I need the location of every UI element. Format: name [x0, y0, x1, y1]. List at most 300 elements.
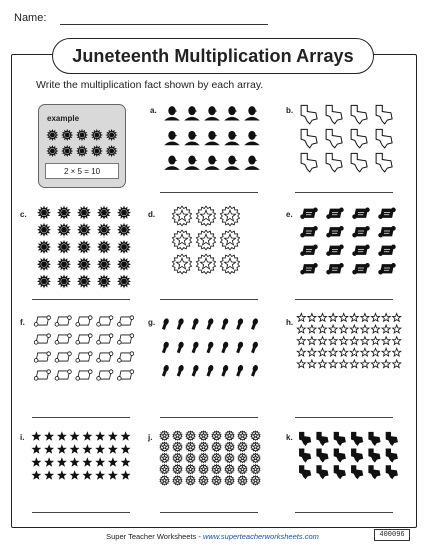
- star-solid-icon: [57, 444, 67, 453]
- problem-array: [296, 102, 396, 174]
- star-outline-icon: [382, 348, 390, 356]
- sun-icon: [97, 257, 111, 271]
- star-badge-icon: [251, 476, 260, 485]
- star-badge-icon: [160, 431, 169, 440]
- sun-icon: [117, 257, 131, 271]
- sun-icon: [57, 240, 71, 254]
- star-solid-icon: [44, 431, 54, 440]
- answer-line[interactable]: [160, 417, 258, 418]
- problem-label: d.: [148, 210, 156, 219]
- problem-array: [158, 312, 262, 382]
- star-solid-icon: [121, 444, 131, 453]
- star-badge-icon: [238, 453, 247, 462]
- star-badge-icon: [225, 453, 234, 462]
- problem-array: [158, 430, 262, 486]
- scroll-outline-icon: [76, 316, 92, 326]
- answer-line[interactable]: [160, 512, 258, 513]
- example-array: [45, 127, 119, 159]
- raised-fist-icon: [220, 364, 229, 377]
- star-badge-icon: [238, 431, 247, 440]
- sun-icon: [57, 257, 71, 271]
- star-badge-icon: [186, 476, 195, 485]
- silhouette-portrait-icon: [224, 131, 240, 145]
- texas-solid-icon: [386, 432, 397, 445]
- scroll-outline-icon: [55, 370, 71, 380]
- scroll-icon: [327, 208, 344, 219]
- silhouette-portrait-icon: [244, 106, 260, 120]
- texas-solid-icon: [352, 432, 363, 445]
- problem-array: [30, 430, 132, 482]
- example-label: example: [47, 114, 80, 123]
- star-outline-icon: [382, 337, 390, 345]
- scroll-outline-icon: [34, 370, 50, 380]
- problem-label: e.: [286, 210, 293, 219]
- sun-icon: [61, 145, 73, 157]
- star-outline-icon: [329, 313, 337, 321]
- star-badge-icon: [251, 465, 260, 474]
- star-outline-icon: [371, 348, 379, 356]
- texas-solid-icon: [300, 432, 311, 445]
- texas-solid-icon: [317, 449, 328, 462]
- name-line[interactable]: [60, 24, 268, 25]
- silhouette-portrait-icon: [244, 131, 260, 145]
- scroll-icon: [353, 245, 370, 256]
- star-outline-icon: [382, 325, 390, 333]
- footer: [0, 532, 425, 541]
- star-outline-icon: [329, 337, 337, 345]
- star-outline-icon: [361, 360, 369, 368]
- raised-fist-icon: [250, 318, 259, 331]
- silhouette-portrait-icon: [244, 156, 260, 170]
- star-solid-icon: [70, 457, 80, 466]
- star-solid-icon: [95, 431, 105, 440]
- scroll-icon: [379, 245, 396, 256]
- sun-icon: [97, 240, 111, 254]
- star-outline-icon: [361, 348, 369, 356]
- raised-fist-icon: [206, 364, 215, 377]
- raised-fist-icon: [235, 364, 244, 377]
- name-label: Name:: [14, 12, 47, 24]
- star-outline-icon: [318, 313, 326, 321]
- problem-label: c.: [20, 210, 27, 219]
- star-badge-icon: [238, 476, 247, 485]
- star-badge-icon: [238, 442, 247, 451]
- star-solid-icon: [121, 470, 131, 479]
- scroll-icon: [379, 263, 396, 274]
- star-outline-icon: [350, 360, 358, 368]
- star-outline-icon: [329, 360, 337, 368]
- sun-icon: [91, 145, 103, 157]
- sun-icon: [37, 223, 51, 237]
- star-badge-icon: [173, 476, 182, 485]
- star-solid-icon: [95, 457, 105, 466]
- example-box: [38, 104, 126, 188]
- star-badge-icon: [160, 465, 169, 474]
- star-solid-icon: [82, 457, 92, 466]
- star-badge-icon: [199, 442, 208, 451]
- silhouette-portrait-icon: [204, 131, 220, 145]
- star-solid-icon: [70, 470, 80, 479]
- star-badge-icon: [251, 442, 260, 451]
- texas-solid-icon: [386, 466, 397, 479]
- scroll-icon: [301, 208, 318, 219]
- raised-fist-icon: [206, 341, 215, 354]
- star-badge-icon: [212, 476, 221, 485]
- sun-icon: [117, 240, 131, 254]
- star-solid-icon: [31, 431, 41, 440]
- sun-icon: [77, 240, 91, 254]
- star-outline-icon: [350, 313, 358, 321]
- star-solid-icon: [44, 444, 54, 453]
- silhouette-portrait-icon: [164, 156, 180, 170]
- texas-solid-icon: [317, 432, 328, 445]
- star-solid-icon: [44, 457, 54, 466]
- silhouette-portrait-icon: [204, 106, 220, 120]
- texas-solid-icon: [334, 449, 345, 462]
- star-outline-icon: [371, 337, 379, 345]
- texas-solid-icon: [334, 432, 345, 445]
- texas-solid-icon: [386, 449, 397, 462]
- scroll-icon: [327, 245, 344, 256]
- scroll-icon: [301, 263, 318, 274]
- star-badge-icon: [225, 431, 234, 440]
- answer-line[interactable]: [295, 512, 393, 513]
- problem-array: [162, 100, 262, 174]
- star-solid-icon: [57, 470, 67, 479]
- star-outline-icon: [393, 360, 401, 368]
- sun-icon: [97, 223, 111, 237]
- worksheet-code: 400096: [374, 529, 410, 541]
- star-solid-icon: [31, 457, 41, 466]
- star-solid-icon: [57, 457, 67, 466]
- star-outline-icon: [308, 325, 316, 333]
- scroll-outline-icon: [97, 352, 113, 362]
- scroll-icon: [353, 226, 370, 237]
- star-solid-icon: [31, 444, 41, 453]
- star-solid-icon: [108, 470, 118, 479]
- scroll-icon: [353, 263, 370, 274]
- problem-array: [296, 204, 400, 278]
- scroll-icon: [379, 226, 396, 237]
- star-badge-icon: [251, 453, 260, 462]
- problem-label: a.: [150, 106, 157, 115]
- raised-fist-icon: [191, 318, 200, 331]
- star-badge-icon: [160, 442, 169, 451]
- star-solid-icon: [44, 470, 54, 479]
- problem-label: h.: [286, 318, 294, 327]
- star-outline-icon: [340, 348, 348, 356]
- silhouette-portrait-icon: [204, 156, 220, 170]
- answer-line[interactable]: [160, 192, 258, 193]
- star-badge-icon: [220, 206, 239, 226]
- raised-fist-icon: [235, 318, 244, 331]
- star-badge-icon: [220, 254, 239, 274]
- star-badge-icon: [173, 431, 182, 440]
- raised-fist-icon: [191, 364, 200, 377]
- scroll-outline-icon: [34, 316, 50, 326]
- star-solid-icon: [82, 431, 92, 440]
- texas-outline-icon: [326, 153, 342, 171]
- star-outline-icon: [393, 348, 401, 356]
- texas-solid-icon: [317, 466, 328, 479]
- answer-line[interactable]: [160, 299, 258, 300]
- instructions: Write the multiplication fact shown by each array.: [36, 79, 264, 91]
- problem-label: f.: [20, 318, 25, 327]
- silhouette-portrait-icon: [184, 156, 200, 170]
- star-badge-icon: [186, 431, 195, 440]
- star-outline-icon: [297, 337, 305, 345]
- example-equation: 2 × 5 = 10: [45, 163, 119, 179]
- scroll-icon: [353, 208, 370, 219]
- star-badge-icon: [199, 453, 208, 462]
- page-title: Juneteenth Multiplication Arrays: [52, 38, 374, 74]
- sun-icon: [57, 223, 71, 237]
- footer-link[interactable]: www.superteacherworksheets.com: [202, 532, 319, 541]
- raised-fist-icon: [176, 341, 185, 354]
- sun-icon: [77, 223, 91, 237]
- star-badge-icon: [220, 230, 239, 250]
- silhouette-portrait-icon: [224, 156, 240, 170]
- scroll-outline-icon: [117, 316, 133, 326]
- sun-icon: [46, 145, 58, 157]
- sun-icon: [106, 145, 118, 157]
- star-outline-icon: [350, 337, 358, 345]
- sun-icon: [97, 206, 111, 220]
- star-solid-icon: [57, 431, 67, 440]
- scroll-icon: [327, 226, 344, 237]
- scroll-outline-icon: [117, 370, 133, 380]
- star-outline-icon: [329, 325, 337, 333]
- answer-line[interactable]: [32, 512, 130, 513]
- scroll-icon: [301, 245, 318, 256]
- star-outline-icon: [361, 337, 369, 345]
- sun-icon: [117, 206, 131, 220]
- scroll-outline-icon: [97, 334, 113, 344]
- star-outline-icon: [382, 313, 390, 321]
- star-badge-icon: [186, 453, 195, 462]
- sun-icon: [117, 223, 131, 237]
- texas-solid-icon: [369, 466, 380, 479]
- raised-fist-icon: [220, 318, 229, 331]
- star-solid-icon: [108, 431, 118, 440]
- raised-fist-icon: [176, 318, 185, 331]
- scroll-outline-icon: [55, 316, 71, 326]
- scroll-icon: [379, 208, 396, 219]
- star-badge-icon: [173, 442, 182, 451]
- sun-icon: [57, 206, 71, 220]
- problem-label: k.: [286, 433, 293, 442]
- silhouette-portrait-icon: [164, 106, 180, 120]
- scroll-outline-icon: [76, 352, 92, 362]
- answer-line[interactable]: [32, 417, 130, 418]
- texas-solid-icon: [369, 449, 380, 462]
- star-badge-icon: [212, 442, 221, 451]
- star-badge-icon: [172, 230, 191, 250]
- silhouette-portrait-icon: [164, 131, 180, 145]
- star-badge-icon: [212, 453, 221, 462]
- star-badge-icon: [160, 453, 169, 462]
- star-badge-icon: [199, 465, 208, 474]
- sun-icon: [76, 145, 88, 157]
- scroll-outline-icon: [55, 352, 71, 362]
- star-outline-icon: [297, 313, 305, 321]
- scroll-outline-icon: [97, 316, 113, 326]
- raised-fist-icon: [206, 318, 215, 331]
- sun-icon: [77, 274, 91, 288]
- star-solid-icon: [121, 431, 131, 440]
- star-solid-icon: [121, 457, 131, 466]
- sun-icon: [77, 257, 91, 271]
- scroll-outline-icon: [34, 334, 50, 344]
- sun-icon: [61, 129, 73, 141]
- texas-outline-icon: [376, 105, 392, 123]
- star-outline-icon: [371, 360, 379, 368]
- star-outline-icon: [393, 313, 401, 321]
- star-solid-icon: [95, 470, 105, 479]
- star-solid-icon: [108, 444, 118, 453]
- star-outline-icon: [371, 325, 379, 333]
- star-outline-icon: [361, 325, 369, 333]
- problem-label: j.: [148, 433, 153, 442]
- star-outline-icon: [318, 325, 326, 333]
- raised-fist-icon: [161, 364, 170, 377]
- star-badge-icon: [225, 465, 234, 474]
- texas-outline-icon: [376, 129, 392, 147]
- star-outline-icon: [340, 313, 348, 321]
- star-solid-icon: [108, 457, 118, 466]
- sun-icon: [77, 206, 91, 220]
- raised-fist-icon: [250, 341, 259, 354]
- star-badge-icon: [199, 431, 208, 440]
- star-solid-icon: [82, 444, 92, 453]
- star-badge-icon: [196, 254, 215, 274]
- scroll-outline-icon: [34, 352, 50, 362]
- problem-array: [34, 204, 134, 290]
- sun-icon: [117, 274, 131, 288]
- star-outline-icon: [297, 325, 305, 333]
- problem-array: [32, 312, 136, 384]
- scroll-outline-icon: [76, 370, 92, 380]
- raised-fist-icon: [191, 341, 200, 354]
- star-outline-icon: [350, 325, 358, 333]
- silhouette-portrait-icon: [224, 106, 240, 120]
- silhouette-portrait-icon: [184, 106, 200, 120]
- silhouette-portrait-icon: [184, 131, 200, 145]
- sun-icon: [106, 129, 118, 141]
- texas-outline-icon: [301, 105, 317, 123]
- scroll-outline-icon: [76, 334, 92, 344]
- problem-array: [296, 430, 400, 480]
- star-outline-icon: [350, 348, 358, 356]
- texas-outline-icon: [301, 129, 317, 147]
- answer-line[interactable]: [295, 299, 393, 300]
- scroll-outline-icon: [97, 370, 113, 380]
- star-badge-icon: [173, 465, 182, 474]
- star-outline-icon: [382, 360, 390, 368]
- scroll-outline-icon: [117, 352, 133, 362]
- star-outline-icon: [308, 337, 316, 345]
- star-outline-icon: [318, 348, 326, 356]
- star-outline-icon: [297, 360, 305, 368]
- star-outline-icon: [393, 337, 401, 345]
- star-outline-icon: [329, 348, 337, 356]
- star-solid-icon: [82, 470, 92, 479]
- texas-solid-icon: [300, 449, 311, 462]
- raised-fist-icon: [250, 364, 259, 377]
- raised-fist-icon: [161, 318, 170, 331]
- star-badge-icon: [212, 431, 221, 440]
- star-badge-icon: [160, 476, 169, 485]
- star-badge-icon: [212, 465, 221, 474]
- star-outline-icon: [340, 337, 348, 345]
- problem-label: b.: [286, 106, 294, 115]
- texas-solid-icon: [300, 466, 311, 479]
- scroll-outline-icon: [117, 334, 133, 344]
- scroll-outline-icon: [55, 334, 71, 344]
- star-badge-icon: [186, 465, 195, 474]
- star-solid-icon: [95, 444, 105, 453]
- star-badge-icon: [186, 442, 195, 451]
- problem-array: [170, 204, 242, 276]
- texas-solid-icon: [334, 466, 345, 479]
- star-badge-icon: [225, 476, 234, 485]
- sun-icon: [97, 274, 111, 288]
- star-outline-icon: [318, 337, 326, 345]
- star-outline-icon: [318, 360, 326, 368]
- raised-fist-icon: [176, 364, 185, 377]
- texas-outline-icon: [301, 153, 317, 171]
- sun-icon: [37, 274, 51, 288]
- star-solid-icon: [70, 444, 80, 453]
- texas-solid-icon: [369, 432, 380, 445]
- star-outline-icon: [340, 360, 348, 368]
- texas-outline-icon: [376, 153, 392, 171]
- star-badge-icon: [225, 442, 234, 451]
- sun-icon: [91, 129, 103, 141]
- sun-icon: [37, 257, 51, 271]
- answer-line[interactable]: [295, 417, 393, 418]
- texas-solid-icon: [352, 466, 363, 479]
- star-badge-icon: [196, 206, 215, 226]
- sun-icon: [57, 274, 71, 288]
- raised-fist-icon: [235, 341, 244, 354]
- problem-label: g.: [148, 318, 156, 327]
- star-outline-icon: [393, 325, 401, 333]
- star-badge-icon: [172, 254, 191, 274]
- sun-icon: [46, 129, 58, 141]
- star-outline-icon: [297, 348, 305, 356]
- star-badge-icon: [196, 230, 215, 250]
- star-outline-icon: [308, 313, 316, 321]
- star-badge-icon: [199, 476, 208, 485]
- star-badge-icon: [172, 206, 191, 226]
- texas-outline-icon: [351, 105, 367, 123]
- scroll-icon: [301, 226, 318, 237]
- sun-icon: [76, 129, 88, 141]
- texas-outline-icon: [326, 129, 342, 147]
- answer-line[interactable]: [32, 299, 130, 300]
- texas-outline-icon: [351, 153, 367, 171]
- answer-line[interactable]: [295, 192, 393, 193]
- raised-fist-icon: [161, 341, 170, 354]
- sun-icon: [37, 206, 51, 220]
- star-solid-icon: [70, 431, 80, 440]
- star-outline-icon: [371, 313, 379, 321]
- problem-label: i.: [20, 433, 25, 442]
- star-outline-icon: [340, 325, 348, 333]
- raised-fist-icon: [220, 341, 229, 354]
- sun-icon: [37, 240, 51, 254]
